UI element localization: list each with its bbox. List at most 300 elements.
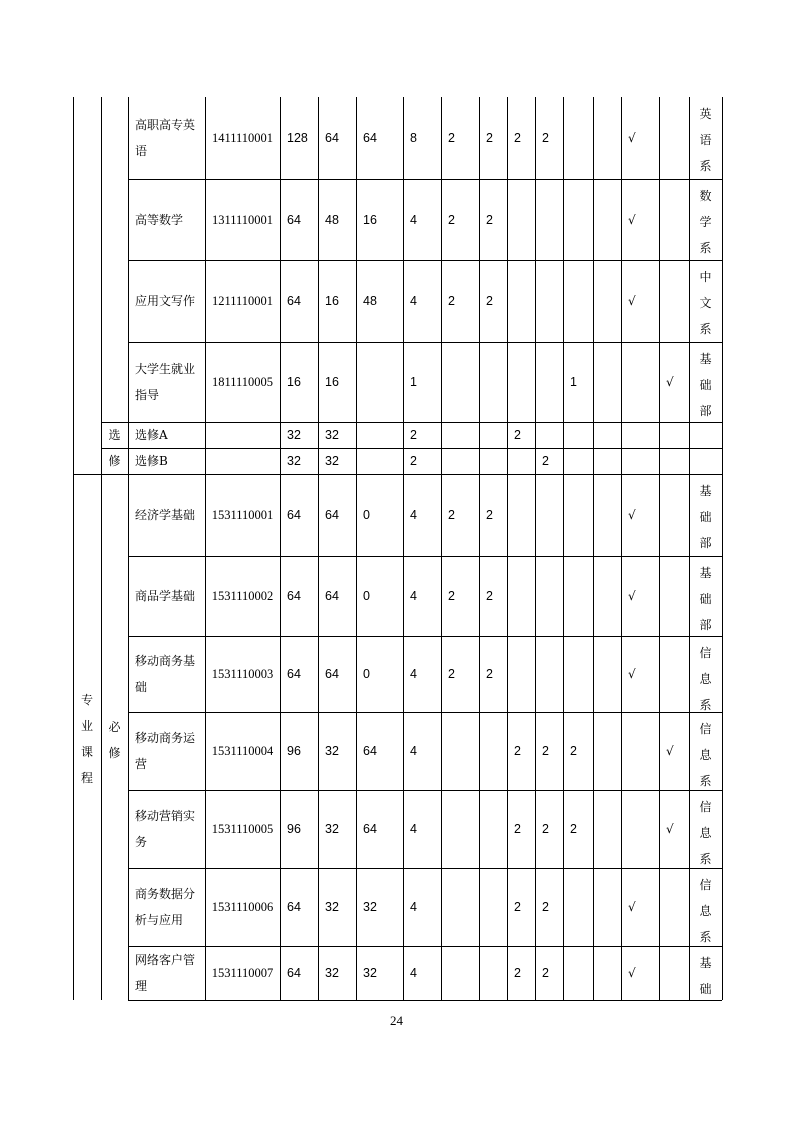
cell-s4 — [535, 260, 563, 342]
cell-exam-text: √ — [628, 294, 636, 308]
cell-check — [659, 946, 689, 1000]
table-rule — [722, 97, 723, 1000]
course-name — [128, 946, 205, 1000]
cell-credit-text: 4 — [410, 900, 417, 914]
cell-s4 — [535, 556, 563, 636]
cell-credit-text: 4 — [410, 822, 417, 836]
cell-s6 — [593, 422, 621, 448]
cell-practice-text: 48 — [363, 294, 377, 308]
cell-check — [659, 448, 689, 474]
cell-s6 — [593, 790, 621, 868]
course-name — [128, 422, 205, 448]
cell-credit — [403, 946, 441, 1000]
cell-total — [280, 97, 318, 179]
cell-s1 — [441, 474, 479, 556]
cell-theory-text: 32 — [325, 966, 339, 980]
category-elective-text: 选修 — [108, 428, 121, 468]
cell-exam-text: √ — [628, 966, 636, 980]
cell-exam-text: √ — [628, 131, 636, 145]
cell-s5 — [563, 712, 593, 790]
cell-exam — [621, 260, 659, 342]
course-name — [128, 179, 205, 260]
department — [689, 260, 722, 342]
department — [689, 342, 722, 422]
course-name — [128, 556, 205, 636]
course-code-text: 1411110001 — [211, 131, 274, 145]
cell-s3-text: 2 — [514, 822, 521, 836]
cell-s3-text: 2 — [514, 131, 521, 145]
cell-s3 — [507, 868, 535, 946]
cell-s4 — [535, 422, 563, 448]
cell-s1 — [441, 342, 479, 422]
department — [689, 179, 722, 260]
cell-exam — [621, 474, 659, 556]
course-code-text: 1311110001 — [211, 212, 274, 227]
cell-s2 — [479, 790, 507, 868]
cell-s2 — [479, 260, 507, 342]
cell-s2-text: 2 — [486, 508, 493, 522]
cell-total — [280, 448, 318, 474]
department — [689, 97, 722, 179]
cell-total-text: 64 — [287, 212, 301, 227]
cell-s1 — [441, 790, 479, 868]
cell-s5 — [563, 97, 593, 179]
cell-s2 — [479, 868, 507, 946]
course-code-text: 1211110001 — [211, 294, 274, 308]
cell-practice-text: 0 — [363, 589, 370, 603]
course-code-text: 1531110007 — [211, 966, 274, 980]
cell-theory — [318, 342, 356, 422]
cell-s4-text: 2 — [542, 131, 549, 145]
cell-practice — [356, 556, 403, 636]
cell-s3 — [507, 712, 535, 790]
course-name — [128, 260, 205, 342]
cell-s1 — [441, 448, 479, 474]
cell-s5 — [563, 179, 593, 260]
course-name-text: 移动商务运营 — [135, 731, 196, 771]
cell-s2-text: 2 — [486, 131, 493, 145]
cell-total-text: 64 — [287, 589, 301, 603]
cell-practice-text: 0 — [363, 508, 370, 522]
cell-theory-text: 32 — [325, 744, 339, 758]
course-code — [205, 636, 280, 712]
cell-total — [280, 946, 318, 1000]
cell-s4 — [535, 474, 563, 556]
course-code — [205, 97, 280, 179]
department-text: 信息系 — [699, 722, 712, 788]
cell-s6 — [593, 448, 621, 474]
cell-total-text: 64 — [287, 508, 301, 522]
cell-theory-text: 16 — [325, 294, 339, 308]
cell-s1 — [441, 260, 479, 342]
course-code — [205, 474, 280, 556]
cell-total-text: 64 — [287, 667, 301, 681]
cell-s3 — [507, 448, 535, 474]
cell-practice-text: 0 — [363, 667, 370, 681]
cell-credit — [403, 97, 441, 179]
cell-check — [659, 422, 689, 448]
course-name-text: 选修A — [135, 428, 168, 442]
course-name-text: 网络客户管理 — [135, 953, 196, 993]
cell-s6 — [593, 474, 621, 556]
cell-s4 — [535, 179, 563, 260]
cell-total — [280, 556, 318, 636]
cell-s1 — [441, 422, 479, 448]
cell-check — [659, 474, 689, 556]
cell-s6 — [593, 636, 621, 712]
cell-s1 — [441, 179, 479, 260]
course-code-text: 1531110006 — [211, 900, 274, 914]
table-rule — [73, 97, 74, 1000]
department-text: 信息系 — [699, 878, 712, 944]
cell-check — [659, 556, 689, 636]
cell-theory — [318, 422, 356, 448]
cell-s6 — [593, 946, 621, 1000]
cell-s1 — [441, 712, 479, 790]
course-name-text: 商务数据分析与应用 — [135, 887, 196, 927]
cell-s2 — [479, 556, 507, 636]
cell-credit-text: 2 — [410, 454, 417, 468]
cell-s5 — [563, 448, 593, 474]
cell-theory-text: 64 — [325, 508, 339, 522]
cell-theory — [318, 868, 356, 946]
department-text: 信息系 — [699, 800, 712, 866]
cell-credit-text: 4 — [410, 212, 417, 227]
cell-s3 — [507, 97, 535, 179]
cell-credit — [403, 556, 441, 636]
cell-theory — [318, 260, 356, 342]
cell-total — [280, 260, 318, 342]
department-text: 基础部 — [699, 352, 712, 418]
course-code-text: 1531110004 — [211, 744, 274, 758]
cell-s1-text: 2 — [448, 508, 455, 522]
course-code — [205, 712, 280, 790]
category-required — [101, 710, 128, 770]
cell-total — [280, 790, 318, 868]
course-name-text: 移动商务基础 — [135, 654, 196, 694]
cell-s1-text: 2 — [448, 212, 455, 227]
cell-s4 — [535, 790, 563, 868]
cell-theory-text: 32 — [325, 454, 339, 468]
course-code — [205, 946, 280, 1000]
course-code-text: 1531110005 — [211, 822, 274, 836]
cell-theory — [318, 448, 356, 474]
cell-exam — [621, 636, 659, 712]
department — [689, 422, 722, 448]
cell-s1 — [441, 946, 479, 1000]
department-text: 基础部 — [699, 484, 712, 550]
cell-practice-text: 32 — [363, 900, 377, 914]
cell-s6 — [593, 342, 621, 422]
department — [689, 556, 722, 636]
cell-theory-text: 64 — [325, 131, 339, 145]
cell-check — [659, 342, 689, 422]
table-rule — [128, 1000, 722, 1001]
cell-s3-text: 2 — [514, 900, 521, 914]
cell-credit — [403, 790, 441, 868]
cell-s1-text: 2 — [448, 667, 455, 681]
cell-check — [659, 868, 689, 946]
cell-s3 — [507, 474, 535, 556]
department-text: 基础 — [699, 956, 712, 996]
cell-s3 — [507, 790, 535, 868]
cell-check — [659, 636, 689, 712]
cell-exam-text: √ — [628, 508, 636, 522]
department — [689, 712, 722, 790]
course-code — [205, 790, 280, 868]
cell-s3 — [507, 179, 535, 260]
cell-s5-text: 2 — [570, 744, 577, 758]
course-code — [205, 868, 280, 946]
department — [689, 868, 722, 946]
cell-s4 — [535, 448, 563, 474]
cell-s4 — [535, 712, 563, 790]
cell-s4-text: 2 — [542, 966, 549, 980]
cell-s1-text: 2 — [448, 131, 455, 145]
cell-practice-text: 16 — [363, 212, 377, 227]
cell-practice — [356, 712, 403, 790]
course-code — [205, 556, 280, 636]
cell-credit — [403, 260, 441, 342]
cell-theory — [318, 179, 356, 260]
cell-exam — [621, 946, 659, 1000]
cell-s2 — [479, 712, 507, 790]
cell-total-text: 64 — [287, 900, 301, 914]
cell-practice — [356, 97, 403, 179]
cell-s6 — [593, 97, 621, 179]
cell-exam — [621, 179, 659, 260]
course-code-text: 1531110002 — [211, 589, 274, 603]
course-name-text: 经济学基础 — [135, 508, 196, 522]
cell-s1 — [441, 636, 479, 712]
cell-theory — [318, 712, 356, 790]
cell-theory-text: 48 — [325, 212, 339, 227]
cell-total-text: 32 — [287, 428, 301, 442]
cell-total — [280, 179, 318, 260]
department-text: 基础部 — [699, 566, 712, 632]
cell-check — [659, 179, 689, 260]
cell-credit — [403, 179, 441, 260]
cell-practice — [356, 636, 403, 712]
cell-s1 — [441, 97, 479, 179]
course-name-text: 移动营销实务 — [135, 809, 196, 849]
course-code — [205, 422, 280, 448]
cell-exam-text: √ — [628, 212, 636, 227]
cell-credit-text: 2 — [410, 428, 417, 442]
cell-exam — [621, 448, 659, 474]
cell-s4 — [535, 97, 563, 179]
cell-theory — [318, 946, 356, 1000]
cell-exam — [621, 712, 659, 790]
cell-s1-text: 2 — [448, 589, 455, 603]
cell-s3 — [507, 556, 535, 636]
course-name — [128, 868, 205, 946]
course-code — [205, 179, 280, 260]
cell-theory — [318, 474, 356, 556]
cell-practice — [356, 868, 403, 946]
department-text: 中文系 — [699, 270, 712, 336]
cell-theory-text: 64 — [325, 667, 339, 681]
cell-s1-text: 2 — [448, 294, 455, 308]
department — [689, 448, 722, 474]
cell-exam — [621, 868, 659, 946]
cell-check-text: √ — [666, 744, 674, 758]
category-required-text: 必修 — [108, 720, 121, 760]
cell-s3 — [507, 946, 535, 1000]
cell-credit-text: 4 — [410, 667, 417, 681]
cell-credit-text: 4 — [410, 966, 417, 980]
cell-credit — [403, 712, 441, 790]
cell-s3 — [507, 636, 535, 712]
cell-total — [280, 636, 318, 712]
cell-theory-text: 16 — [325, 375, 339, 389]
cell-credit-text: 4 — [410, 508, 417, 522]
cell-s6 — [593, 556, 621, 636]
cell-s2 — [479, 97, 507, 179]
course-name — [128, 342, 205, 422]
cell-s6 — [593, 260, 621, 342]
cell-s3 — [507, 422, 535, 448]
cell-s4-text: 2 — [542, 900, 549, 914]
cell-theory — [318, 97, 356, 179]
cell-exam — [621, 97, 659, 179]
cell-theory-text: 32 — [325, 428, 339, 442]
cell-s3-text: 2 — [514, 744, 521, 758]
course-name-text: 高等数学 — [135, 212, 184, 227]
course-name-text: 高职高专英语 — [135, 118, 196, 158]
department-text: 数学系 — [699, 189, 712, 255]
cell-credit — [403, 474, 441, 556]
cell-s4-text: 2 — [542, 454, 549, 468]
cell-check — [659, 712, 689, 790]
cell-s1 — [441, 868, 479, 946]
cell-practice-text: 64 — [363, 744, 377, 758]
cell-total — [280, 868, 318, 946]
cell-credit-text: 1 — [410, 375, 417, 389]
cell-s3-text: 2 — [514, 966, 521, 980]
cell-exam — [621, 790, 659, 868]
cell-practice — [356, 260, 403, 342]
cell-credit — [403, 448, 441, 474]
course-code-text: 1811110005 — [211, 375, 274, 389]
cell-s5 — [563, 422, 593, 448]
cell-total-text: 96 — [287, 822, 301, 836]
cell-s4 — [535, 946, 563, 1000]
cell-check — [659, 97, 689, 179]
cell-s5 — [563, 868, 593, 946]
cell-practice — [356, 179, 403, 260]
course-name-text: 商品学基础 — [135, 589, 196, 603]
cell-s2-text: 2 — [486, 667, 493, 681]
cell-s2-text: 2 — [486, 294, 493, 308]
department — [689, 790, 722, 868]
cell-practice-text: 32 — [363, 966, 377, 980]
course-name — [128, 790, 205, 868]
cell-exam — [621, 556, 659, 636]
cell-practice — [356, 448, 403, 474]
department-text: 信息系 — [699, 646, 712, 712]
cell-total — [280, 422, 318, 448]
department — [689, 946, 722, 1000]
cell-theory-text: 32 — [325, 900, 339, 914]
course-name — [128, 448, 205, 474]
cell-check-text: √ — [666, 822, 674, 836]
cell-s6 — [593, 179, 621, 260]
cell-s2 — [479, 946, 507, 1000]
cell-credit-text: 8 — [410, 131, 417, 145]
course-code — [205, 260, 280, 342]
department — [689, 636, 722, 712]
cell-s4 — [535, 342, 563, 422]
cell-s5-text: 1 — [570, 375, 577, 389]
cell-theory-text: 64 — [325, 589, 339, 603]
cell-theory — [318, 556, 356, 636]
cell-exam — [621, 422, 659, 448]
cell-s5 — [563, 946, 593, 1000]
cell-total-text: 128 — [287, 131, 308, 145]
course-code — [205, 448, 280, 474]
cell-s5 — [563, 790, 593, 868]
cell-credit — [403, 422, 441, 448]
cell-practice — [356, 946, 403, 1000]
cell-s1 — [441, 556, 479, 636]
department-text: 英语系 — [699, 107, 712, 173]
cell-total-text: 32 — [287, 454, 301, 468]
page-number: 24 — [390, 1013, 403, 1028]
cell-s6 — [593, 712, 621, 790]
cell-total — [280, 712, 318, 790]
cell-total-text: 16 — [287, 375, 301, 389]
cell-practice-text: 64 — [363, 131, 377, 145]
category-professional-courses-text: 专业课程 — [80, 693, 93, 785]
cell-total-text: 96 — [287, 744, 301, 758]
cell-s4 — [535, 636, 563, 712]
cell-s6 — [593, 868, 621, 946]
cell-s5 — [563, 556, 593, 636]
course-name — [128, 712, 205, 790]
course-name-text: 选修B — [135, 454, 168, 468]
cell-check — [659, 260, 689, 342]
cell-total — [280, 474, 318, 556]
cell-practice-text: 64 — [363, 822, 377, 836]
cell-practice — [356, 790, 403, 868]
course-name — [128, 636, 205, 712]
department — [689, 474, 722, 556]
category-elective — [101, 422, 128, 474]
course-name-text: 大学生就业指导 — [135, 362, 196, 402]
course-code-text: 1531110001 — [211, 508, 274, 522]
cell-s5-text: 2 — [570, 822, 577, 836]
cell-s2 — [479, 342, 507, 422]
cell-credit-text: 4 — [410, 589, 417, 603]
cell-s3 — [507, 260, 535, 342]
course-code-text: 1531110003 — [211, 667, 274, 681]
cell-theory — [318, 636, 356, 712]
cell-s5 — [563, 342, 593, 422]
cell-s4-text: 2 — [542, 744, 549, 758]
course-name — [128, 474, 205, 556]
cell-s2-text: 2 — [486, 589, 493, 603]
cell-s2 — [479, 474, 507, 556]
cell-total-text: 64 — [287, 966, 301, 980]
cell-check-text: √ — [666, 375, 674, 389]
course-name-text: 应用文写作 — [135, 294, 196, 308]
cell-exam-text: √ — [628, 589, 636, 603]
cell-theory-text: 32 — [325, 822, 339, 836]
cell-s4-text: 2 — [542, 822, 549, 836]
cell-check — [659, 790, 689, 868]
cell-exam-text: √ — [628, 900, 636, 914]
